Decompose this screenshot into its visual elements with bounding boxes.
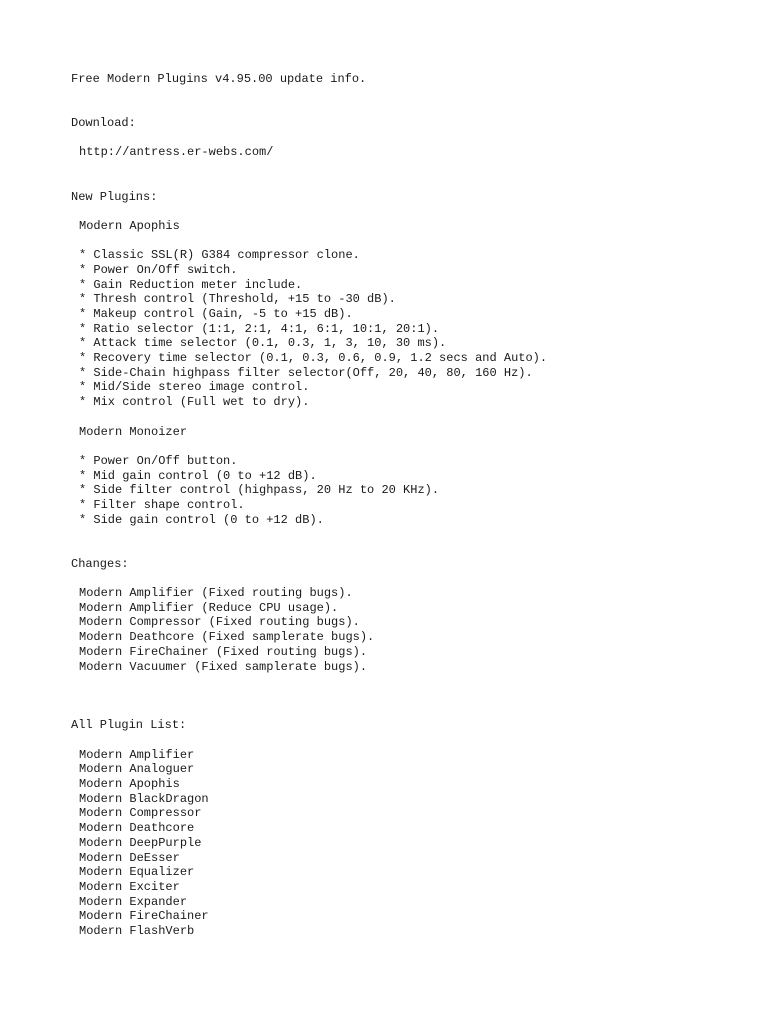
change-item: Modern Amplifier (Reduce CPU usage).: [79, 600, 339, 615]
feature-item: * Classic SSL(R) G384 compressor clone.: [79, 248, 360, 263]
plugin-list-item: Modern Equalizer: [79, 865, 195, 880]
plugin-list-item: Modern Deathcore: [79, 821, 195, 836]
plugin-list-item: Modern Exciter: [79, 879, 180, 894]
feature-item: * Makeup control (Gain, -5 to +15 dB).: [79, 307, 353, 322]
feature-item: * Side filter control (highpass, 20 Hz to 20 KHz).: [79, 483, 440, 498]
document-title: Free Modern Plugins v4.95.00 update info.: [71, 72, 367, 86]
feature-item: * Attack time selector (0.1, 0.3, 1, 3, 10, 30 ms).: [79, 336, 447, 351]
new-plugins-heading: New Plugins:: [71, 189, 158, 204]
plugin-list-item: Modern BlackDragon: [79, 791, 209, 806]
change-item: Modern FireChainer (Fixed routing bugs).: [79, 644, 368, 659]
feature-item: * Gain Reduction meter include.: [79, 277, 303, 292]
plugin-list-item: Modern FireChainer: [79, 909, 209, 924]
feature-item: * Thresh control (Threshold, +15 to -30 dB).: [79, 292, 396, 307]
feature-item: * Mid/Side stereo image control.: [79, 380, 310, 395]
feature-item: * Power On/Off button.: [79, 453, 238, 468]
all-plugins-list: [71, 748, 751, 939]
plugin-list-item: Modern DeEsser: [79, 850, 180, 865]
change-item: Modern Deathcore (Fixed samplerate bugs).: [79, 630, 375, 645]
plugin-list-item: Modern FlashVerb: [79, 923, 195, 938]
plugin-list-item: Modern Analoguer: [79, 762, 195, 777]
apophis-feature-list: [71, 248, 751, 410]
feature-item: * Ratio selector (1:1, 2:1, 4:1, 6:1, 10:1, 20:1).: [79, 321, 440, 336]
feature-item: * Filter shape control.: [79, 497, 245, 512]
plugin-list-item: Modern Apophis: [79, 777, 180, 792]
plugin-list-item: Modern Amplifier: [79, 747, 195, 762]
plugin-list-item: Modern Expander: [79, 894, 188, 909]
changes-heading: Changes:: [71, 556, 129, 571]
feature-item: * Mid gain control (0 to +12 dB).: [79, 468, 317, 483]
change-item: Modern Compressor (Fixed routing bugs).: [79, 615, 360, 630]
plugin-list-item: Modern Compressor: [79, 806, 202, 821]
feature-item: * Recovery time selector (0.1, 0.3, 0.6, 0.9, 1.2 secs and Auto).: [79, 351, 548, 366]
all-plugins-heading: All Plugin List:: [71, 718, 187, 733]
changes-list: [71, 586, 751, 674]
feature-item: * Mix control (Full wet to dry).: [79, 395, 310, 410]
change-item: Modern Amplifier (Fixed routing bugs).: [79, 586, 353, 601]
feature-item: * Power On/Off switch.: [79, 262, 238, 277]
plugin-name-apophis: Modern Apophis: [79, 218, 180, 233]
plugin-name-monoizer: Modern Monoizer: [79, 424, 188, 439]
feature-item: * Side gain control (0 to +12 dB).: [79, 512, 324, 527]
plugin-list-item: Modern DeepPurple: [79, 835, 202, 850]
monoizer-feature-list: [71, 454, 751, 527]
feature-item: * Side-Chain highpass filter selector(Off, 20, 40, 80, 160 Hz).: [79, 365, 533, 380]
document-page: [71, 72, 751, 939]
download-url: http://antress.er-webs.com/: [79, 145, 274, 160]
download-heading: Download:: [71, 116, 136, 131]
change-item: Modern Vacuumer (Fixed samplerate bugs).: [79, 659, 368, 674]
